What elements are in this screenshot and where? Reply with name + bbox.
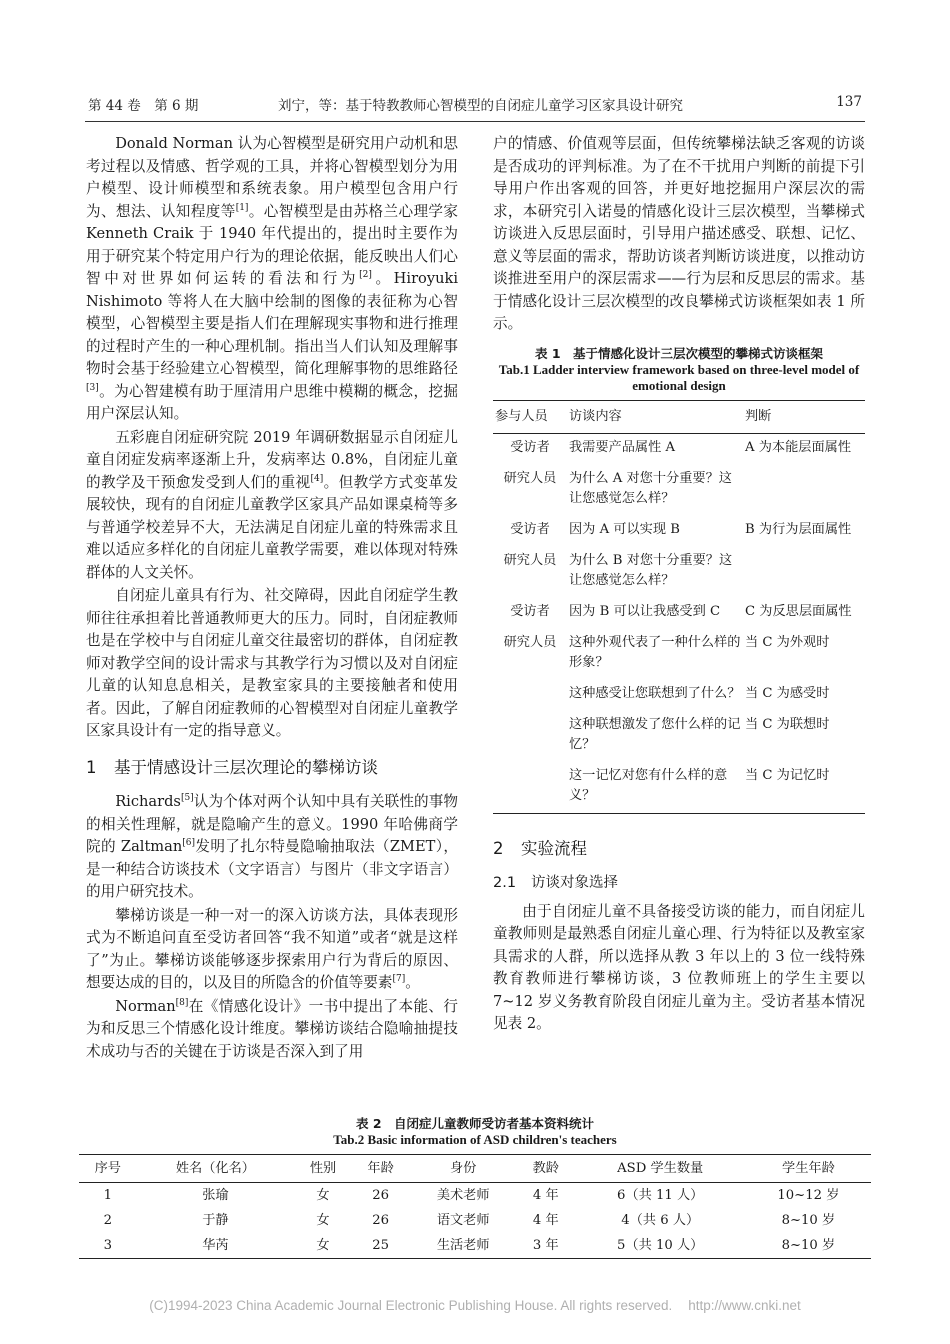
table-header: 判断 (743, 400, 865, 433)
table-row: 研究人员 这种外观代表了一种什么样的形象？ 当 C 为外观时 (503, 634, 830, 670)
table-row: 1 张瑜 女 26 美术老师 4 年 6（共 11 人） 10~12 岁 (103, 1188, 840, 1203)
table-row: 研究人员 为什么 A 对您十分重要？这让您感觉怎么样？ (503, 470, 732, 506)
table1 (493, 400, 865, 814)
paragraph: 自闭症儿童具有行为、社交障碍，因此自闭症学生教师往往承担着比普通教师更大的压力。同时，自闭症教师也是在学校中与自闭症儿童交往最密切的群体，自闭症教师对教学空间的设计需求与其教学行为习惯以及对自闭症儿童的认知息息相关，是教室家具的主要接触者和使用者。因此，了解自闭症教师的心智模型对自闭症儿童教学区家具设计有一定的指导意义。 (86, 587, 458, 739)
citation[interactable]: [2] (359, 270, 372, 281)
table-row: 这种感受让您联想到了什么？ 当 C 为感受时 (569, 685, 830, 701)
running-title: 刘宁，等：基于特教教师心智模型的自闭症儿童学习区家具设计研究 (278, 98, 683, 114)
copyright-text: (C)1994-2023 China Academic Journal Electronic Publishing House. All rights reserved. (149, 1298, 673, 1313)
header-rule (85, 121, 865, 122)
table1-block (493, 346, 865, 814)
paragraph: Norman[8]在《情感化设计》一书中提出了本能、行为和反思三个情感化设计维度。攀梯访谈结合隐喻抽提技术成功与否的关键在于访谈是否深入到了用 (86, 997, 458, 1060)
subsection-heading: 2.1 访谈对象选择 (493, 875, 618, 891)
running-header (88, 94, 862, 116)
table1-caption (493, 346, 865, 394)
citation[interactable]: [5] (180, 793, 194, 804)
table2-caption-en: Tab.2 Basic information of ASD children's teachers (333, 1132, 617, 1147)
citation[interactable]: [8] (175, 997, 189, 1008)
table-header: 访谈内容 (567, 400, 743, 433)
right-column (493, 133, 865, 1036)
table-header: 性别 (294, 1155, 352, 1183)
table-header: ASD 学生数量 (575, 1155, 746, 1183)
table-row: 这一记忆对您有什么样的意义？ 当 C 为记忆时 (493, 762, 865, 814)
journal-volume: 第 44 卷 第 6 期 (88, 98, 199, 114)
table-row: 受访者 因为 A 可以实现 B B 为行为层面属性 (510, 521, 852, 537)
table1-caption-en: Tab.1 Ladder interview framework based on three-level model of emotional design (498, 361, 860, 393)
table2-block (79, 1116, 871, 1259)
table-row: 研究人员 为什么 B 对您十分重要？这让您感觉怎么样？ (503, 552, 733, 588)
citation[interactable]: [1] (235, 202, 249, 213)
copyright-footer (0, 1298, 950, 1313)
table-header: 参与人员 (493, 400, 567, 433)
table2-caption (79, 1116, 871, 1148)
paragraph: Donald Norman 认为心智模型是研究用户动机和思考过程以及情感、哲学观的工具，并将心智模型划分为用户模型、设计师模型和系统表象。用户模型包含用户行为、想法、认知程度等[1]。心智模型是由苏格兰心理学家 Kenneth Craik 于 1940 年代提出的，提出时主要作为用于研究某个特定用户行为的理论依据，能反映出人们心智中对世界如何运转的看法和行为[2]。Hiroyuki Nishimoto 等将人在大脑中绘制的图像的表征称为心智模型，心智模型主要是指人们在理解现实事物和进行推理的过程时产生的一种心理机制。指出当人们认知及理解事物时会基于经验建立心智模型，简化理解事物的思维路径[3]。为心智建模有助于厘清用户思维中模糊的概念，挖掘用户深层认知。 (86, 135, 458, 422)
left-column (86, 133, 458, 1063)
citation[interactable]: [6] (182, 838, 195, 849)
paragraph: 户的情感、价值观等层面，但传统攀梯法缺乏客观的访谈是否成功的评判标准。为了在不干扰用户判断的前提下引导用户作出客观的回答，并更好地挖掘用户深层次的需求，本研究引入诺曼的情感化设计三层次模型，当攀梯式访谈进入反思层面时，引导用户描述感受、联想、记忆、意义等层面的需求，帮助访谈者判断访谈进度，以推动访谈推进至用户的深层需求——行为层和反思层的需求。基于情感化设计三层次模型的改良攀梯式访谈框架如表 1 所示。 (493, 135, 865, 332)
citation[interactable]: [4] (310, 473, 324, 484)
table-header: 年龄 (352, 1155, 410, 1183)
citation[interactable]: [7] (392, 974, 406, 985)
footer-url[interactable]: http://www.cnki.net (688, 1298, 801, 1313)
citation[interactable]: [3] (86, 382, 99, 393)
table-row: 受访者 我需要产品属性 A A 为本能层面属性 (510, 439, 852, 455)
table-header: 教龄 (517, 1155, 575, 1183)
section-heading: 2 实验流程 (493, 838, 587, 858)
section-heading: 1 基于情感设计三层次理论的攀梯访谈 (86, 757, 378, 777)
table-row: 受访者 因为 B 可以让我感受到 C C 为反思层面属性 (510, 603, 852, 619)
table1-caption-cn: 表 1 基于情感化设计三层次模型的攀梯式访谈框架 (534, 345, 824, 361)
table-header: 序号 (79, 1155, 137, 1183)
paragraph: Richards[5]认为个体对两个认知中具有关联性的事物的相关性理解，就是隐喻产生的意义。1990 年哈佛商学院的 Zaltman[6]发明了扎尔特曼隐喻抽取法（ZMET），是一种结合访谈技术（文字语言）与图片（非文字语言）的用户研究技术。 (86, 793, 458, 900)
page-number: 137 (836, 94, 862, 110)
paragraph: 五彩鹿自闭症研究院 2019 年调研数据显示自闭症儿童自闭症发病率逐渐上升，发病率达 0.8%，自闭症儿童的教学及干预愈发受到人们的重视[4]。但教学方式变革发展较快，现有的自闭症儿童教学区家具产品如课桌椅等多与普通学校差异不大，无法满足自闭症儿童的特殊需求且难以适应多样化的自闭症儿童教学需要，难以体现对特殊群体的人文关怀。 (86, 428, 458, 581)
paragraph: 由于自闭症儿童不具备接受访谈的能力，而自闭症儿童教师则是最熟悉自闭症儿童心理、行为特征以及教室家具需求的人群，所以选择从教 3 年以上的 3 位一线特殊教育教师进行攀梯访谈，3 位教师班上的学生主要以 7~12 岁义务教育阶段自闭症儿童为主。受访者基本情况见表 2。 (493, 902, 865, 1032)
table-header: 学生年龄 (746, 1155, 871, 1183)
paragraph: 攀梯访谈是一种一对一的深入访谈方法，具体表现形式为不断追问直至受访者回答“我不知道”或者“就是这样了”为止。攀梯访谈能够逐步探索用户行为背后的原因、想要达成的目的，以及目的所隐含的价值等要素[7]。 (86, 906, 458, 991)
table-row: 3 华芮 女 25 生活老师 3 年 5（共 10 人） 8~10 岁 (79, 1233, 871, 1259)
table2-caption-cn: 表 2 自闭症儿童教师受访者基本资料统计 (355, 1116, 595, 1131)
table-header: 姓名（化名） (137, 1155, 295, 1183)
table-row: 2 于静 女 26 语文老师 4 年 4（共 6 人） 8~10 岁 (103, 1213, 836, 1228)
table-header: 身份 (409, 1155, 517, 1183)
table2 (79, 1154, 871, 1259)
table-row: 这种联想激发了您什么样的记忆？ 当 C 为联想时 (569, 716, 830, 752)
